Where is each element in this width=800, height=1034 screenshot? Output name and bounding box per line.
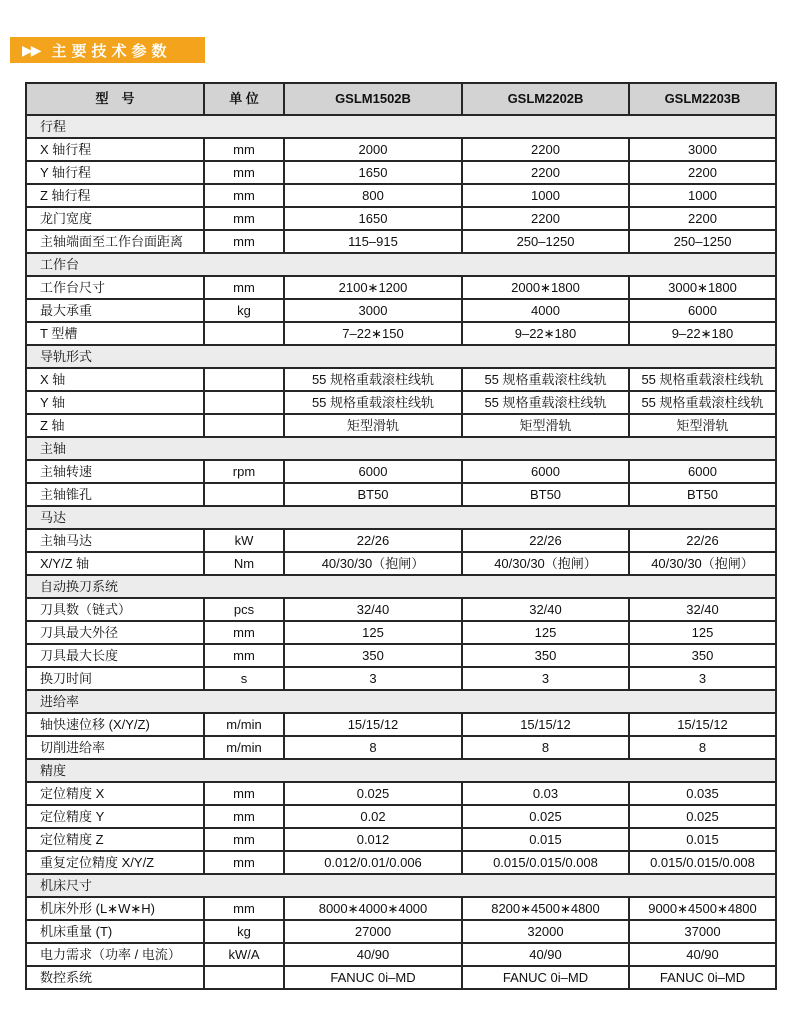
section-title: 行程 xyxy=(26,115,776,138)
spec-label: X 轴行程 xyxy=(26,138,204,161)
spec-value-model-1: 3 xyxy=(284,667,462,690)
spec-value-model-2: 4000 xyxy=(462,299,629,322)
spec-unit: s xyxy=(204,667,284,690)
spec-row xyxy=(26,184,776,207)
spec-value-model-1: 55 规格重载滚柱线轨 xyxy=(284,391,462,414)
spec-value-model-2: 1000 xyxy=(462,184,629,207)
spec-label: 定位精度 X xyxy=(26,782,204,805)
spec-value-model-1: BT50 xyxy=(284,483,462,506)
spec-value-model-2: 2200 xyxy=(462,207,629,230)
spec-value-model-3: 6000 xyxy=(629,299,776,322)
spec-unit xyxy=(204,322,284,345)
spec-label: 刀具最大外径 xyxy=(26,621,204,644)
spec-value-model-2: 40/90 xyxy=(462,943,629,966)
spec-unit: mm xyxy=(204,230,284,253)
spec-row xyxy=(26,161,776,184)
section-row-8 xyxy=(26,759,776,782)
spec-row xyxy=(26,736,776,759)
spec-label: 主轴转速 xyxy=(26,460,204,483)
spec-value-model-3: 0.015 xyxy=(629,828,776,851)
spec-label: 切削进给率 xyxy=(26,736,204,759)
spec-unit: pcs xyxy=(204,598,284,621)
spec-label: 轴快速位移 (X/Y/Z) xyxy=(26,713,204,736)
spec-label: X/Y/Z 轴 xyxy=(26,552,204,575)
spec-value-model-2: 0.015 xyxy=(462,828,629,851)
spec-value-model-3: 55 规格重载滚柱线轨 xyxy=(629,391,776,414)
spec-unit: mm xyxy=(204,644,284,667)
spec-unit: mm xyxy=(204,782,284,805)
spec-value-model-3: 37000 xyxy=(629,920,776,943)
spec-label: 工作台尺寸 xyxy=(26,276,204,299)
spec-value-model-2: 8200∗4500∗4800 xyxy=(462,897,629,920)
spec-unit: mm xyxy=(204,828,284,851)
spec-value-model-2: 6000 xyxy=(462,460,629,483)
spec-value-model-3: 2200 xyxy=(629,161,776,184)
spec-unit xyxy=(204,414,284,437)
section-row-7 xyxy=(26,690,776,713)
section-row-9 xyxy=(26,874,776,897)
spec-row xyxy=(26,713,776,736)
section-row-3 xyxy=(26,345,776,368)
spec-value-model-1: 7–22∗150 xyxy=(284,322,462,345)
spec-value-model-1: 40/90 xyxy=(284,943,462,966)
spec-unit: mm xyxy=(204,138,284,161)
spec-unit: kW xyxy=(204,529,284,552)
table-header-row xyxy=(26,83,776,115)
spec-value-model-1: 0.012 xyxy=(284,828,462,851)
spec-unit: mm xyxy=(204,276,284,299)
spec-row xyxy=(26,667,776,690)
spec-unit: mm xyxy=(204,161,284,184)
spec-label: 换刀时间 xyxy=(26,667,204,690)
spec-value-model-2: FANUC 0i–MD xyxy=(462,966,629,989)
spec-row xyxy=(26,897,776,920)
model-header-cell: 型 号 xyxy=(26,83,204,115)
spec-label: 定位精度 Z xyxy=(26,828,204,851)
spec-value-model-2: 2200 xyxy=(462,161,629,184)
spec-value-model-1: 2000 xyxy=(284,138,462,161)
spec-label: 数控系统 xyxy=(26,966,204,989)
section-title: 机床尺寸 xyxy=(26,874,776,897)
section-title: 导轨形式 xyxy=(26,345,776,368)
double-arrow-icon: ▶▶ xyxy=(22,41,40,58)
section-row-5 xyxy=(26,506,776,529)
spec-row xyxy=(26,828,776,851)
spec-label: 主轴锥孔 xyxy=(26,483,204,506)
spec-table-container xyxy=(25,82,775,990)
spec-row xyxy=(26,460,776,483)
spec-label: 龙门宽度 xyxy=(26,207,204,230)
spec-value-model-1: 32/40 xyxy=(284,598,462,621)
spec-value-model-2: 40/30/30（抱闸） xyxy=(462,552,629,575)
spec-label: 主轴端面至工作台面距离 xyxy=(26,230,204,253)
spec-unit: mm xyxy=(204,621,284,644)
spec-unit: kW/A xyxy=(204,943,284,966)
spec-label: 机床外形 (L∗W∗H) xyxy=(26,897,204,920)
spec-value-model-2: 2200 xyxy=(462,138,629,161)
spec-label: T 型槽 xyxy=(26,322,204,345)
spec-row xyxy=(26,598,776,621)
spec-row xyxy=(26,207,776,230)
spec-unit: rpm xyxy=(204,460,284,483)
spec-value-model-1: 22/26 xyxy=(284,529,462,552)
spec-row xyxy=(26,414,776,437)
spec-value-model-2: 0.015/0.015/0.008 xyxy=(462,851,629,874)
spec-unit xyxy=(204,368,284,391)
spec-value-model-1: 27000 xyxy=(284,920,462,943)
spec-label: 重复定位精度 X/Y/Z xyxy=(26,851,204,874)
spec-row xyxy=(26,483,776,506)
spec-unit: m/min xyxy=(204,736,284,759)
spec-value-model-3: 6000 xyxy=(629,460,776,483)
spec-value-model-1: 0.025 xyxy=(284,782,462,805)
spec-unit: mm xyxy=(204,184,284,207)
spec-label: Z 轴 xyxy=(26,414,204,437)
spec-unit xyxy=(204,966,284,989)
spec-row xyxy=(26,299,776,322)
spec-value-model-3: 40/90 xyxy=(629,943,776,966)
spec-value-model-3: 22/26 xyxy=(629,529,776,552)
spec-value-model-1: FANUC 0i–MD xyxy=(284,966,462,989)
spec-unit: mm xyxy=(204,805,284,828)
spec-label: 电力需求（功率 / 电流） xyxy=(26,943,204,966)
model-column-3: GSLM2203B xyxy=(629,83,776,115)
model-column-1: GSLM1502B xyxy=(284,83,462,115)
spec-value-model-2: 8 xyxy=(462,736,629,759)
spec-label: 刀具最大长度 xyxy=(26,644,204,667)
spec-value-model-2: 0.03 xyxy=(462,782,629,805)
spec-label: 定位精度 Y xyxy=(26,805,204,828)
spec-row xyxy=(26,851,776,874)
spec-row xyxy=(26,920,776,943)
spec-value-model-1: 15/15/12 xyxy=(284,713,462,736)
spec-row xyxy=(26,529,776,552)
spec-value-model-3: FANUC 0i–MD xyxy=(629,966,776,989)
spec-value-model-2: 350 xyxy=(462,644,629,667)
spec-value-model-2: 2000∗1800 xyxy=(462,276,629,299)
spec-value-model-3: 40/30/30（抱闸） xyxy=(629,552,776,575)
spec-value-model-3: 3000 xyxy=(629,138,776,161)
spec-table-body xyxy=(26,115,776,989)
spec-value-model-3: 3 xyxy=(629,667,776,690)
spec-value-model-1: 55 规格重载滚柱线轨 xyxy=(284,368,462,391)
spec-value-model-2: 矩型滑轨 xyxy=(462,414,629,437)
spec-value-model-1: 3000 xyxy=(284,299,462,322)
section-title: 主轴 xyxy=(26,437,776,460)
section-row-2 xyxy=(26,253,776,276)
spec-unit: kg xyxy=(204,299,284,322)
spec-value-model-1: 1650 xyxy=(284,207,462,230)
spec-value-model-1: 115–915 xyxy=(284,230,462,253)
spec-value-model-2: 55 规格重载滚柱线轨 xyxy=(462,391,629,414)
section-title: 进给率 xyxy=(26,690,776,713)
spec-label: 主轴马达 xyxy=(26,529,204,552)
spec-value-model-3: 8 xyxy=(629,736,776,759)
spec-value-model-2: 32000 xyxy=(462,920,629,943)
spec-value-model-1: 8000∗4000∗4000 xyxy=(284,897,462,920)
section-row-1 xyxy=(26,115,776,138)
spec-row xyxy=(26,805,776,828)
spec-row xyxy=(26,966,776,989)
section-title: 自动换刀系统 xyxy=(26,575,776,598)
spec-label: Y 轴行程 xyxy=(26,161,204,184)
unit-header-cell: 单 位 xyxy=(204,83,284,115)
spec-value-model-3: 250–1250 xyxy=(629,230,776,253)
spec-value-model-2: 22/26 xyxy=(462,529,629,552)
spec-value-model-3: 0.035 xyxy=(629,782,776,805)
section-banner xyxy=(10,37,205,63)
spec-unit: mm xyxy=(204,897,284,920)
spec-row xyxy=(26,391,776,414)
spec-value-model-2: 9–22∗180 xyxy=(462,322,629,345)
spec-row xyxy=(26,644,776,667)
spec-row xyxy=(26,138,776,161)
section-title: 精度 xyxy=(26,759,776,782)
spec-value-model-1: 0.02 xyxy=(284,805,462,828)
spec-label: Z 轴行程 xyxy=(26,184,204,207)
spec-label: 最大承重 xyxy=(26,299,204,322)
spec-row xyxy=(26,621,776,644)
spec-unit: Nm xyxy=(204,552,284,575)
spec-value-model-3: 125 xyxy=(629,621,776,644)
spec-value-model-1: 800 xyxy=(284,184,462,207)
spec-value-model-3: 55 规格重载滚柱线轨 xyxy=(629,368,776,391)
spec-value-model-1: 350 xyxy=(284,644,462,667)
spec-row xyxy=(26,322,776,345)
section-title: 马达 xyxy=(26,506,776,529)
spec-unit xyxy=(204,483,284,506)
spec-value-model-3: 3000∗1800 xyxy=(629,276,776,299)
section-row-4 xyxy=(26,437,776,460)
spec-value-model-2: 3 xyxy=(462,667,629,690)
spec-label: X 轴 xyxy=(26,368,204,391)
spec-row xyxy=(26,230,776,253)
spec-value-model-1: 125 xyxy=(284,621,462,644)
spec-value-model-3: 0.015/0.015/0.008 xyxy=(629,851,776,874)
spec-value-model-3: 0.025 xyxy=(629,805,776,828)
banner-title: 主要技术参数 xyxy=(51,42,172,60)
spec-value-model-3: 15/15/12 xyxy=(629,713,776,736)
spec-unit: mm xyxy=(204,207,284,230)
spec-row xyxy=(26,943,776,966)
spec-unit: kg xyxy=(204,920,284,943)
spec-row xyxy=(26,276,776,299)
spec-value-model-2: 15/15/12 xyxy=(462,713,629,736)
section-title: 工作台 xyxy=(26,253,776,276)
section-row-6 xyxy=(26,575,776,598)
spec-value-model-1: 1650 xyxy=(284,161,462,184)
spec-value-model-2: 32/40 xyxy=(462,598,629,621)
spec-value-model-1: 6000 xyxy=(284,460,462,483)
spec-value-model-2: 125 xyxy=(462,621,629,644)
spec-value-model-1: 40/30/30（抱闸） xyxy=(284,552,462,575)
spec-value-model-2: BT50 xyxy=(462,483,629,506)
spec-value-model-3: 矩型滑轨 xyxy=(629,414,776,437)
spec-unit xyxy=(204,391,284,414)
spec-value-model-3: 2200 xyxy=(629,207,776,230)
spec-label: 刀具数（链式） xyxy=(26,598,204,621)
spec-value-model-1: 矩型滑轨 xyxy=(284,414,462,437)
spec-value-model-2: 0.025 xyxy=(462,805,629,828)
spec-value-model-3: 32/40 xyxy=(629,598,776,621)
spec-value-model-1: 0.012/0.01/0.006 xyxy=(284,851,462,874)
spec-value-model-2: 55 规格重载滚柱线轨 xyxy=(462,368,629,391)
spec-value-model-3: 350 xyxy=(629,644,776,667)
model-column-2: GSLM2202B xyxy=(462,83,629,115)
spec-unit: mm xyxy=(204,851,284,874)
spec-value-model-3: 1000 xyxy=(629,184,776,207)
spec-value-model-3: BT50 xyxy=(629,483,776,506)
spec-unit: m/min xyxy=(204,713,284,736)
spec-label: Y 轴 xyxy=(26,391,204,414)
spec-row xyxy=(26,368,776,391)
spec-value-model-3: 9000∗4500∗4800 xyxy=(629,897,776,920)
spec-table xyxy=(25,82,777,990)
spec-row xyxy=(26,782,776,805)
spec-label: 机床重量 (T) xyxy=(26,920,204,943)
spec-value-model-3: 9–22∗180 xyxy=(629,322,776,345)
spec-value-model-2: 250–1250 xyxy=(462,230,629,253)
spec-row xyxy=(26,552,776,575)
spec-value-model-1: 2100∗1200 xyxy=(284,276,462,299)
spec-value-model-1: 8 xyxy=(284,736,462,759)
